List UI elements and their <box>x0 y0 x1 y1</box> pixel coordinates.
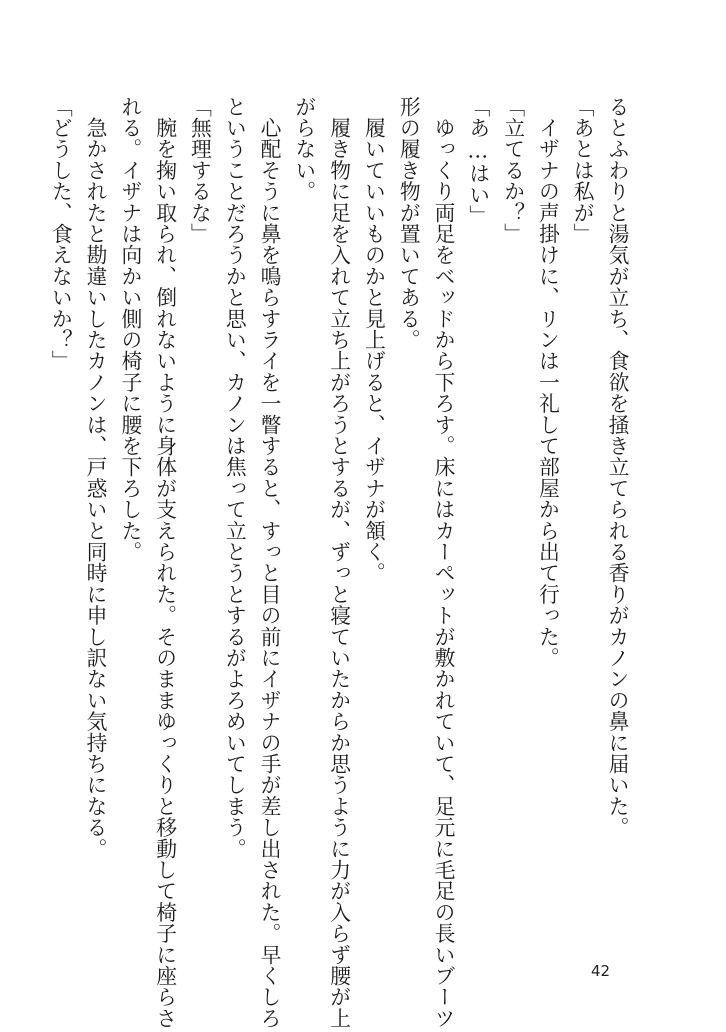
text-line: ということだろうかと思い、カノンは焦って立とうとするがよろめいてしまう。 <box>222 96 247 860</box>
text-line: ゆっくり両足をベッドから下ろす。床にはカーペットが敷かれていて、足元に毛足の長いブーツ <box>431 96 456 1029</box>
text-line: がらない。 <box>291 96 316 202</box>
text-line: 心配そうに鼻を鳴らすライを一瞥すると、すっと目の前にイザナの手が差し出された。早くしろ <box>257 96 282 1029</box>
text-line: れる。イザナは向かい側の椅子に腰を下ろした。 <box>117 96 142 563</box>
text-line: 履き物に足を入れて立ち上がろうとするが、ずっと寝ていたからか思うように力が入らず腰が上 <box>326 96 351 1029</box>
page-number: 42 <box>591 962 611 980</box>
text-line: 「無理するな」 <box>187 96 212 245</box>
text-line: 形の履き物が置いてある。 <box>396 96 421 351</box>
text-line: 履いていいものかと見上げると、イザナが頷く。 <box>361 96 386 584</box>
text-line: イザナの声掛けに、リンは一礼して部屋から出て行った。 <box>535 96 560 669</box>
text-line: 「あとは私が」 <box>570 96 595 245</box>
text-line: 「立てるか？」 <box>500 96 525 245</box>
text-line: るとふわりと湯気が立ち、食欲を掻き立てられる香りがカノンの鼻に届いた。 <box>605 96 629 838</box>
text-line: 「どうした、食えないか？」 <box>48 96 73 372</box>
text-line: 急かされたと勘違いしたカノンは、戸惑いと同時に申し訳ない気持ちになる。 <box>83 96 108 860</box>
text-line: 腕を掬い取られ、倒れないように身体が支えられた。そのままゆっくりと移動して椅子に座らさ <box>152 96 177 1029</box>
text-line: 「あ…はい」 <box>465 96 490 227</box>
